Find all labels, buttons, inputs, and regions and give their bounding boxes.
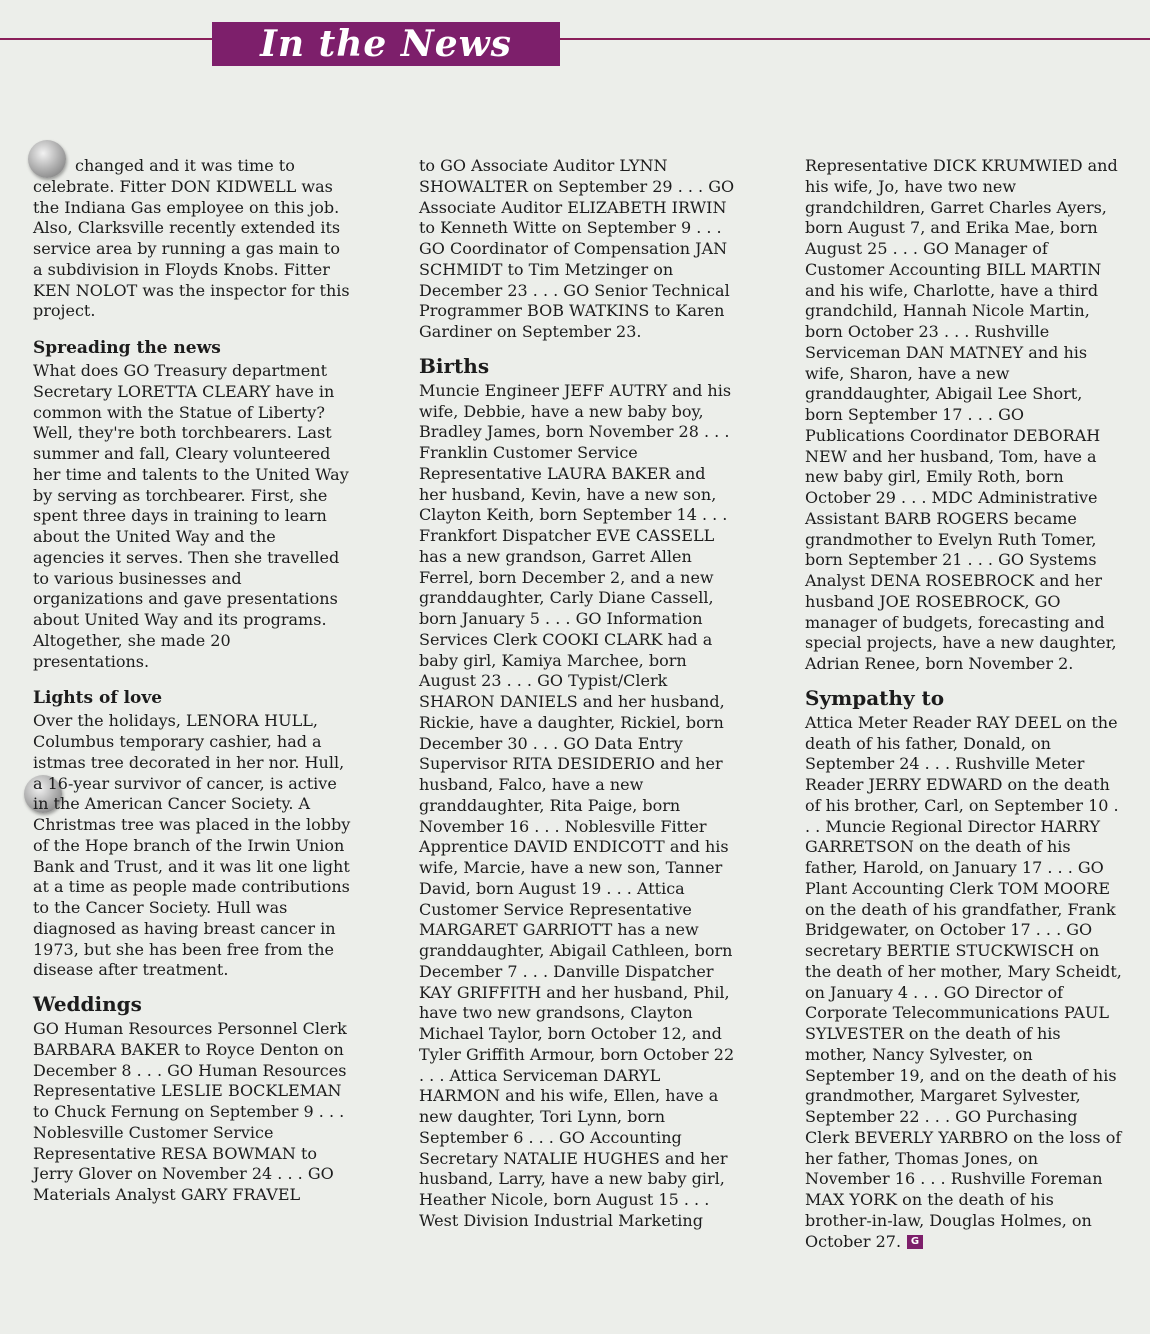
column-left xyxy=(33,156,351,1206)
end-mark-icon: G xyxy=(907,1235,923,1249)
weddings-paragraph: GO Human Resources Personnel Clerk BARBARA BAKER to Royce Denton on December 8 . . . GO Human Resources Representative LESLIE BOCKLEMAN to Chuck Fernung on September 9 . . . Noblesville Customer Service Representative RESA BOWMAN to Jerry Glover on November 24 . . . GO Materials Analyst GARY FRAVEL xyxy=(33,1019,347,1204)
header-rule xyxy=(0,38,1150,40)
intro-paragraph: changed and it was time to celebrate. Fitter DON KIDWELL was the Indiana Gas employee on this job. Also, Clarksville recently extended its service area by running a gas main to a subdivision in Floyds Knobs. Fitter KEN NOLOT was the inspector for this project. xyxy=(33,156,350,321)
sympathy-paragraph xyxy=(805,713,1125,1253)
births-continued-paragraph: Representative DICK KRUMWIED and his wife, Jo, have two new grandchildren, Garret Charles Ayers, born August 7, and Erika Mae, born August 25 . . . GO Manager of Customer Accounting BILL MARTIN and his wife, Charlotte, have a third grandchild, Hannah Nicole Martin, born October 23 . . . Rushville Serviceman DAN MATNEY and his wife, Sharon, have a new granddaughter, Abigail Lee Short, born September 17 . . . GO Publications Coordinator DEBORAH NEW and her husband, Tom, have a new baby girl, Emily Roth, born October 29 . . . MDC Administrative Assistant BARB ROGERS became grandmother to Evelyn Ruth Tomer, born September 21 . . . GO Systems Analyst DENA ROSEBROCK and her husband JOE ROSEBROCK, GO manager of budgets, forecasting and special projects, have a new daughter, Adrian Renee, born November 2. xyxy=(805,156,1118,673)
lights-heading: Lights of love xyxy=(33,688,163,709)
spreading-paragraph: What does GO Treasury department Secretary LORETTA CLEARY have in common with the Statue of Liberty? Well, they're both torchbearers. Last summer and fall, Cleary volunteered her time and talents to the United Way by serving as torchbearer. First, she spent three days in training to learn about the United Way and the agencies it serves. Then she travelled to various businesses and organizations and gave presentations about United Way and its programs. Altogether, she made 20 presentations. xyxy=(33,361,349,671)
births-paragraph: Muncie Engineer JEFF AUTRY and his wife, Debbie, have a new baby boy, Bradley James, born November 28 . . . Franklin Customer Service Representative LAURA BAKER and her husband, Kevin, have a new son, Clayton Keith, born September 14 . . . Frankfort Dispatcher EVE CASSELL has a new grandson, Garret Allen Ferrel, born December 2, and a new granddaughter, Carly Diane Cassell, born January 5 . . . GO Information Services Clerk COOKI CLARK had a baby girl, Kamiya Marchee, born August 23 . . . GO Typist/Clerk SHARON DANIELS and her husband, Rickie, have a daughter, Rickiel, born December 30 . . . GO Data Entry Supervisor RITA DESIDERIO and her husband, Falco, have a new granddaughter, Rita Paige, born November 16 . . . Noblesville Fitter Apprentice DAVID ENDICOTT and his wife, Marcie, have a new son, Tanner David, born August 19 . . . Attica Customer Service Representative MARGARET GARRIOTT has a new granddaughter, Abigail Cathleen, born December 7 . . . Danville Dispatcher KAY GRIFFITH and her husband, Phil, have two new grandsons, Clayton Michael Taylor, born October 12, and Tyler Griffith Armour, born October 22 . . . Attica Serviceman DARYL HARMON and his wife, Ellen, have a new daughter, Tori Lynn, born September 6 . . . GO Accounting Secretary NATALIE HUGHES and her husband, Larry, have a new baby girl, Heather Nicole, born August 15 . . . West Division Industrial Marketing xyxy=(419,380,735,1230)
sympathy-heading: Sympathy to xyxy=(805,685,945,710)
banner-title: In the News xyxy=(260,23,512,65)
births-heading: Births xyxy=(419,353,490,378)
column-middle xyxy=(419,156,737,1232)
section-banner xyxy=(212,22,560,66)
weddings-heading: Weddings xyxy=(33,992,142,1016)
column-right xyxy=(805,156,1125,1252)
sympathy-text: Attica Meter Reader RAY DEEL on the death of his father, Donald, on September 24 . . . Rushville Meter Reader JERRY EDWARD on the death of his brother, Carl, on September 10 . . . Muncie Regional Director HARRY GARRETSON on the death of his father, Harold, on January 17 . . . GO Plant Accounting Clerk TOM MOORE on the death of his grandfather, Frank Bridgewater, on October 17 . . . GO secretary BERTIE STUCKWISCH on the death of her mother, Mary Scheidt, on January 4 . . . GO Director of Corporate Telecommunications PAUL SYLVESTER on the death of his mother, Nancy Sylvester, on September 19, and on the death of his grandmother, Margaret Sylvester, September 22 . . . GO Purchasing Clerk BEVERLY YARBRO on the loss of her father, Thomas Jones, on November 16 . . . Rushville Foreman MAX YORK on the death of his brother-in-law, Douglas Holmes, on October 27. xyxy=(805,712,1122,1251)
spreading-heading: Spreading the news xyxy=(33,338,221,358)
lights-paragraph: Over the holidays, LENORA HULL, Columbus temporary cashier, had a istmas tree decorated in her nor. Hull, a 16-year survivor of cancer, is active in the American Cancer Society. A Christmas tree was placed in the lobby of the Hope branch of the Irwin Union Bank and Trust, and it was lit one light at a time as people made contributions to the Cancer Society. Hull was diagnosed as having breast cancer in 1973, but she has been free from the disease after treatment. xyxy=(33,711,351,980)
weddings-continued-paragraph: to GO Associate Auditor LYNN SHOWALTER on September 29 . . . GO Associate Auditor ELIZABETH IRWIN to Kenneth Witte on September 9 . . . GO Coordinator of Compensation JAN SCHMIDT to Tim Metzinger on December 23 . . . GO Senior Technical Programmer BOB WATKINS to Karen Gardiner on September 23. xyxy=(419,156,735,341)
